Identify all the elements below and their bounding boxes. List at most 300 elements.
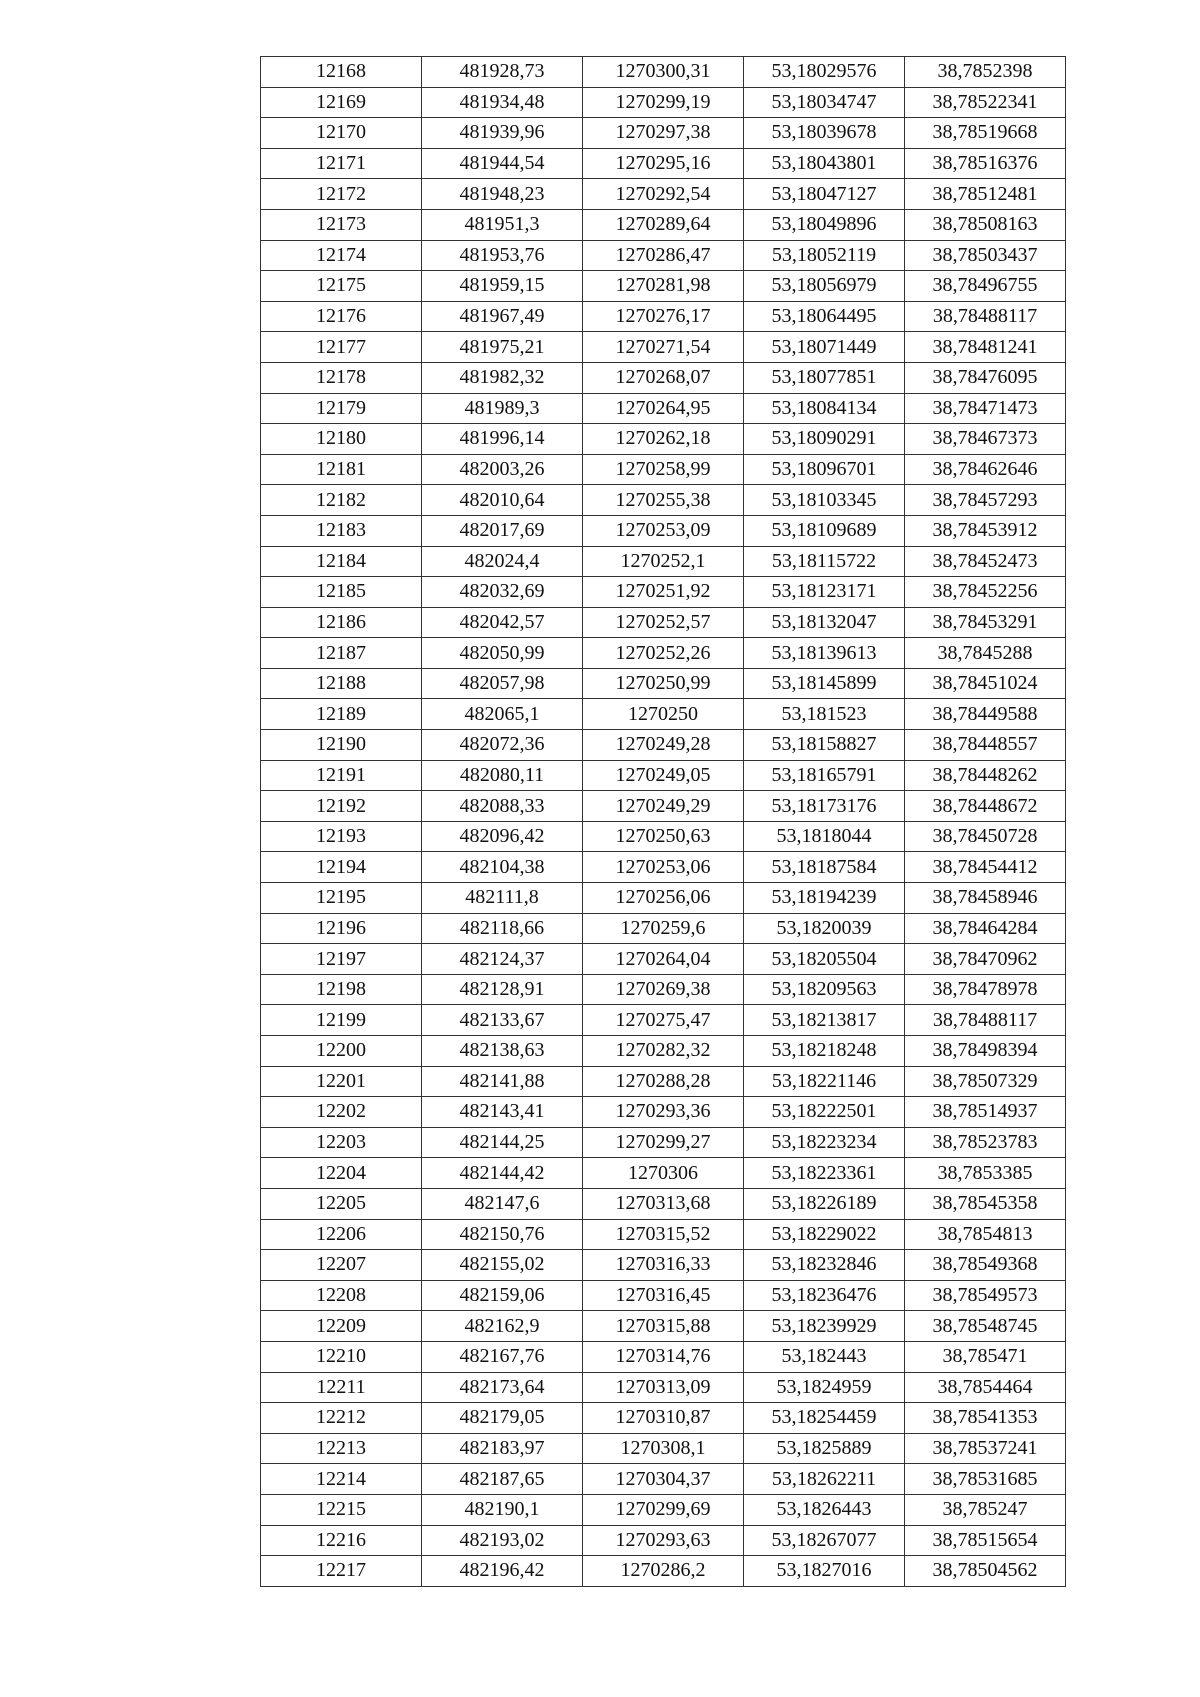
longitude-cell: 38,78504562	[905, 1556, 1066, 1587]
x-coordinate-cell: 482118,66	[422, 913, 583, 944]
y-coordinate-cell: 1270269,38	[583, 974, 744, 1005]
point-number-cell: 12214	[261, 1464, 422, 1495]
table-row	[261, 57, 1066, 88]
longitude-cell: 38,7854813	[905, 1219, 1066, 1250]
table-row	[261, 179, 1066, 210]
point-number-cell: 12213	[261, 1433, 422, 1464]
table-row	[261, 1433, 1066, 1464]
x-coordinate-cell: 482150,76	[422, 1219, 583, 1250]
table-row	[261, 760, 1066, 791]
x-coordinate-cell: 481934,48	[422, 87, 583, 118]
latitude-cell: 53,182443	[744, 1341, 905, 1372]
coordinates-table-body	[261, 57, 1066, 1587]
y-coordinate-cell: 1270300,31	[583, 57, 744, 88]
longitude-cell: 38,78458946	[905, 883, 1066, 914]
y-coordinate-cell: 1270293,36	[583, 1097, 744, 1128]
table-row	[261, 1219, 1066, 1250]
point-number-cell: 12203	[261, 1127, 422, 1158]
y-coordinate-cell: 1270262,18	[583, 424, 744, 455]
x-coordinate-cell: 482072,36	[422, 730, 583, 761]
latitude-cell: 53,18205504	[744, 944, 905, 975]
latitude-cell: 53,181523	[744, 699, 905, 730]
point-number-cell: 12175	[261, 271, 422, 302]
longitude-cell: 38,78470962	[905, 944, 1066, 975]
longitude-cell: 38,78488117	[905, 1005, 1066, 1036]
latitude-cell: 53,18165791	[744, 760, 905, 791]
point-number-cell: 12176	[261, 301, 422, 332]
point-number-cell: 12179	[261, 393, 422, 424]
longitude-cell: 38,78516376	[905, 148, 1066, 179]
x-coordinate-cell: 482179,05	[422, 1403, 583, 1434]
table-row	[261, 546, 1066, 577]
latitude-cell: 53,18267077	[744, 1525, 905, 1556]
x-coordinate-cell: 481996,14	[422, 424, 583, 455]
latitude-cell: 53,18123171	[744, 577, 905, 608]
y-coordinate-cell: 1270299,27	[583, 1127, 744, 1158]
point-number-cell: 12210	[261, 1341, 422, 1372]
latitude-cell: 53,18194239	[744, 883, 905, 914]
x-coordinate-cell: 482080,11	[422, 760, 583, 791]
latitude-cell: 53,18132047	[744, 607, 905, 638]
y-coordinate-cell: 1270304,37	[583, 1464, 744, 1495]
latitude-cell: 53,18222501	[744, 1097, 905, 1128]
y-coordinate-cell: 1270292,54	[583, 179, 744, 210]
table-row	[261, 821, 1066, 852]
x-coordinate-cell: 482133,67	[422, 1005, 583, 1036]
y-coordinate-cell: 1270252,57	[583, 607, 744, 638]
point-number-cell: 12208	[261, 1280, 422, 1311]
longitude-cell: 38,78448262	[905, 760, 1066, 791]
table-row	[261, 1066, 1066, 1097]
table-row	[261, 607, 1066, 638]
table-row	[261, 1127, 1066, 1158]
longitude-cell: 38,78471473	[905, 393, 1066, 424]
table-row	[261, 240, 1066, 271]
x-coordinate-cell: 481959,15	[422, 271, 583, 302]
table-row	[261, 699, 1066, 730]
longitude-cell: 38,78464284	[905, 913, 1066, 944]
latitude-cell: 53,18090291	[744, 424, 905, 455]
point-number-cell: 12196	[261, 913, 422, 944]
latitude-cell: 53,18049896	[744, 209, 905, 240]
latitude-cell: 53,18034747	[744, 87, 905, 118]
latitude-cell: 53,18187584	[744, 852, 905, 883]
point-number-cell: 12178	[261, 362, 422, 393]
point-number-cell: 12186	[261, 607, 422, 638]
point-number-cell: 12170	[261, 118, 422, 149]
y-coordinate-cell: 1270315,88	[583, 1311, 744, 1342]
x-coordinate-cell: 482143,41	[422, 1097, 583, 1128]
y-coordinate-cell: 1270271,54	[583, 332, 744, 363]
longitude-cell: 38,78515654	[905, 1525, 1066, 1556]
longitude-cell: 38,78503437	[905, 240, 1066, 271]
y-coordinate-cell: 1270255,38	[583, 485, 744, 516]
table-row	[261, 454, 1066, 485]
table-row	[261, 1158, 1066, 1189]
latitude-cell: 53,18064495	[744, 301, 905, 332]
latitude-cell: 53,18254459	[744, 1403, 905, 1434]
point-number-cell: 12194	[261, 852, 422, 883]
longitude-cell: 38,78453291	[905, 607, 1066, 638]
table-row	[261, 730, 1066, 761]
y-coordinate-cell: 1270249,05	[583, 760, 744, 791]
longitude-cell: 38,78478978	[905, 974, 1066, 1005]
latitude-cell: 53,18226189	[744, 1188, 905, 1219]
longitude-cell: 38,78467373	[905, 424, 1066, 455]
x-coordinate-cell: 482010,64	[422, 485, 583, 516]
longitude-cell: 38,785471	[905, 1341, 1066, 1372]
x-coordinate-cell: 482124,37	[422, 944, 583, 975]
x-coordinate-cell: 482193,02	[422, 1525, 583, 1556]
latitude-cell: 53,18229022	[744, 1219, 905, 1250]
y-coordinate-cell: 1270288,28	[583, 1066, 744, 1097]
y-coordinate-cell: 1270249,29	[583, 791, 744, 822]
x-coordinate-cell: 481953,76	[422, 240, 583, 271]
point-number-cell: 12182	[261, 485, 422, 516]
point-number-cell: 12201	[261, 1066, 422, 1097]
y-coordinate-cell: 1270250,63	[583, 821, 744, 852]
table-row	[261, 1250, 1066, 1281]
point-number-cell: 12185	[261, 577, 422, 608]
y-coordinate-cell: 1270297,38	[583, 118, 744, 149]
y-coordinate-cell: 1270313,68	[583, 1188, 744, 1219]
y-coordinate-cell: 1270286,47	[583, 240, 744, 271]
y-coordinate-cell: 1270295,16	[583, 148, 744, 179]
latitude-cell: 53,18223361	[744, 1158, 905, 1189]
point-number-cell: 12195	[261, 883, 422, 914]
y-coordinate-cell: 1270259,6	[583, 913, 744, 944]
x-coordinate-cell: 481939,96	[422, 118, 583, 149]
y-coordinate-cell: 1270276,17	[583, 301, 744, 332]
point-number-cell: 12173	[261, 209, 422, 240]
table-row	[261, 424, 1066, 455]
x-coordinate-cell: 481967,49	[422, 301, 583, 332]
table-row	[261, 1341, 1066, 1372]
point-number-cell: 12190	[261, 730, 422, 761]
y-coordinate-cell: 1270306	[583, 1158, 744, 1189]
x-coordinate-cell: 482187,65	[422, 1464, 583, 1495]
table-row	[261, 668, 1066, 699]
x-coordinate-cell: 481989,3	[422, 393, 583, 424]
x-coordinate-cell: 482196,42	[422, 1556, 583, 1587]
latitude-cell: 53,1827016	[744, 1556, 905, 1587]
latitude-cell: 53,1818044	[744, 821, 905, 852]
point-number-cell: 12169	[261, 87, 422, 118]
point-number-cell: 12209	[261, 1311, 422, 1342]
y-coordinate-cell: 1270316,33	[583, 1250, 744, 1281]
x-coordinate-cell: 482183,97	[422, 1433, 583, 1464]
table-row	[261, 1372, 1066, 1403]
point-number-cell: 12193	[261, 821, 422, 852]
x-coordinate-cell: 482159,06	[422, 1280, 583, 1311]
x-coordinate-cell: 482017,69	[422, 515, 583, 546]
x-coordinate-cell: 482128,91	[422, 974, 583, 1005]
table-row	[261, 1280, 1066, 1311]
point-number-cell: 12168	[261, 57, 422, 88]
longitude-cell: 38,78549368	[905, 1250, 1066, 1281]
point-number-cell: 12212	[261, 1403, 422, 1434]
point-number-cell: 12200	[261, 1036, 422, 1067]
x-coordinate-cell: 481982,32	[422, 362, 583, 393]
point-number-cell: 12216	[261, 1525, 422, 1556]
y-coordinate-cell: 1270286,2	[583, 1556, 744, 1587]
longitude-cell: 38,78452473	[905, 546, 1066, 577]
point-number-cell: 12211	[261, 1372, 422, 1403]
latitude-cell: 53,18096701	[744, 454, 905, 485]
y-coordinate-cell: 1270252,1	[583, 546, 744, 577]
point-number-cell: 12188	[261, 668, 422, 699]
y-coordinate-cell: 1270315,52	[583, 1219, 744, 1250]
latitude-cell: 53,18218248	[744, 1036, 905, 1067]
point-number-cell: 12187	[261, 638, 422, 669]
longitude-cell: 38,78453912	[905, 515, 1066, 546]
longitude-cell: 38,78448557	[905, 730, 1066, 761]
latitude-cell: 53,18223234	[744, 1127, 905, 1158]
longitude-cell: 38,78462646	[905, 454, 1066, 485]
table-row	[261, 1188, 1066, 1219]
point-number-cell: 12191	[261, 760, 422, 791]
x-coordinate-cell: 481975,21	[422, 332, 583, 363]
latitude-cell: 53,1824959	[744, 1372, 905, 1403]
longitude-cell: 38,78452256	[905, 577, 1066, 608]
longitude-cell: 38,78449588	[905, 699, 1066, 730]
longitude-cell: 38,78531685	[905, 1464, 1066, 1495]
latitude-cell: 53,18077851	[744, 362, 905, 393]
table-row	[261, 515, 1066, 546]
x-coordinate-cell: 482050,99	[422, 638, 583, 669]
point-number-cell: 12181	[261, 454, 422, 485]
latitude-cell: 53,1820039	[744, 913, 905, 944]
x-coordinate-cell: 482042,57	[422, 607, 583, 638]
longitude-cell: 38,78457293	[905, 485, 1066, 516]
latitude-cell: 53,18221146	[744, 1066, 905, 1097]
table-row	[261, 944, 1066, 975]
x-coordinate-cell: 482096,42	[422, 821, 583, 852]
point-number-cell: 12183	[261, 515, 422, 546]
longitude-cell: 38,78450728	[905, 821, 1066, 852]
y-coordinate-cell: 1270299,19	[583, 87, 744, 118]
x-coordinate-cell: 482024,4	[422, 546, 583, 577]
x-coordinate-cell: 482088,33	[422, 791, 583, 822]
x-coordinate-cell: 481951,3	[422, 209, 583, 240]
point-number-cell: 12171	[261, 148, 422, 179]
x-coordinate-cell: 482144,42	[422, 1158, 583, 1189]
point-number-cell: 12177	[261, 332, 422, 363]
y-coordinate-cell: 1270250	[583, 699, 744, 730]
table-row	[261, 577, 1066, 608]
table-row	[261, 974, 1066, 1005]
table-row	[261, 209, 1066, 240]
latitude-cell: 53,18209563	[744, 974, 905, 1005]
longitude-cell: 38,78507329	[905, 1066, 1066, 1097]
latitude-cell: 53,18084134	[744, 393, 905, 424]
longitude-cell: 38,7853385	[905, 1158, 1066, 1189]
y-coordinate-cell: 1270293,63	[583, 1525, 744, 1556]
table-row	[261, 1097, 1066, 1128]
table-row	[261, 87, 1066, 118]
y-coordinate-cell: 1270251,92	[583, 577, 744, 608]
y-coordinate-cell: 1270310,87	[583, 1403, 744, 1434]
latitude-cell: 53,18236476	[744, 1280, 905, 1311]
table-row	[261, 791, 1066, 822]
x-coordinate-cell: 482138,63	[422, 1036, 583, 1067]
y-coordinate-cell: 1270308,1	[583, 1433, 744, 1464]
table-row	[261, 1036, 1066, 1067]
longitude-cell: 38,785247	[905, 1494, 1066, 1525]
latitude-cell: 53,18232846	[744, 1250, 905, 1281]
longitude-cell: 38,78514937	[905, 1097, 1066, 1128]
longitude-cell: 38,78537241	[905, 1433, 1066, 1464]
longitude-cell: 38,78448672	[905, 791, 1066, 822]
table-row	[261, 852, 1066, 883]
latitude-cell: 53,18139613	[744, 638, 905, 669]
point-number-cell: 12197	[261, 944, 422, 975]
point-number-cell: 12180	[261, 424, 422, 455]
longitude-cell: 38,78451024	[905, 668, 1066, 699]
longitude-cell: 38,7845288	[905, 638, 1066, 669]
longitude-cell: 38,78549573	[905, 1280, 1066, 1311]
table-row	[261, 1556, 1066, 1587]
y-coordinate-cell: 1270258,99	[583, 454, 744, 485]
longitude-cell: 38,7852398	[905, 57, 1066, 88]
x-coordinate-cell: 481944,54	[422, 148, 583, 179]
latitude-cell: 53,18173176	[744, 791, 905, 822]
point-number-cell: 12184	[261, 546, 422, 577]
table-row	[261, 362, 1066, 393]
point-number-cell: 12217	[261, 1556, 422, 1587]
table-row	[261, 393, 1066, 424]
x-coordinate-cell: 481948,23	[422, 179, 583, 210]
x-coordinate-cell: 482147,6	[422, 1188, 583, 1219]
coordinates-table	[260, 56, 1066, 1587]
longitude-cell: 38,78545358	[905, 1188, 1066, 1219]
x-coordinate-cell: 482065,1	[422, 699, 583, 730]
x-coordinate-cell: 482162,9	[422, 1311, 583, 1342]
x-coordinate-cell: 482190,1	[422, 1494, 583, 1525]
point-number-cell: 12206	[261, 1219, 422, 1250]
table-row	[261, 1464, 1066, 1495]
longitude-cell: 38,78454412	[905, 852, 1066, 883]
table-row	[261, 913, 1066, 944]
point-number-cell: 12199	[261, 1005, 422, 1036]
x-coordinate-cell: 482141,88	[422, 1066, 583, 1097]
y-coordinate-cell: 1270316,45	[583, 1280, 744, 1311]
x-coordinate-cell: 482003,26	[422, 454, 583, 485]
point-number-cell: 12202	[261, 1097, 422, 1128]
table-row	[261, 332, 1066, 363]
latitude-cell: 53,18039678	[744, 118, 905, 149]
latitude-cell: 53,18029576	[744, 57, 905, 88]
y-coordinate-cell: 1270314,76	[583, 1341, 744, 1372]
latitude-cell: 53,18071449	[744, 332, 905, 363]
y-coordinate-cell: 1270250,99	[583, 668, 744, 699]
y-coordinate-cell: 1270264,95	[583, 393, 744, 424]
x-coordinate-cell: 482057,98	[422, 668, 583, 699]
latitude-cell: 53,1826443	[744, 1494, 905, 1525]
latitude-cell: 53,18056979	[744, 271, 905, 302]
longitude-cell: 38,78523783	[905, 1127, 1066, 1158]
latitude-cell: 53,18047127	[744, 179, 905, 210]
x-coordinate-cell: 482111,8	[422, 883, 583, 914]
latitude-cell: 53,18262211	[744, 1464, 905, 1495]
latitude-cell: 53,18043801	[744, 148, 905, 179]
y-coordinate-cell: 1270281,98	[583, 271, 744, 302]
table-row	[261, 1525, 1066, 1556]
y-coordinate-cell: 1270289,64	[583, 209, 744, 240]
latitude-cell: 53,18103345	[744, 485, 905, 516]
latitude-cell: 53,18052119	[744, 240, 905, 271]
longitude-cell: 38,78488117	[905, 301, 1066, 332]
x-coordinate-cell: 482173,64	[422, 1372, 583, 1403]
table-row	[261, 638, 1066, 669]
y-coordinate-cell: 1270275,47	[583, 1005, 744, 1036]
table-row	[261, 1311, 1066, 1342]
longitude-cell: 38,78519668	[905, 118, 1066, 149]
y-coordinate-cell: 1270268,07	[583, 362, 744, 393]
latitude-cell: 53,18115722	[744, 546, 905, 577]
point-number-cell: 12215	[261, 1494, 422, 1525]
table-row	[261, 271, 1066, 302]
y-coordinate-cell: 1270249,28	[583, 730, 744, 761]
point-number-cell: 12205	[261, 1188, 422, 1219]
longitude-cell: 38,78512481	[905, 179, 1066, 210]
table-row	[261, 485, 1066, 516]
table-row	[261, 301, 1066, 332]
point-number-cell: 12174	[261, 240, 422, 271]
y-coordinate-cell: 1270282,32	[583, 1036, 744, 1067]
x-coordinate-cell: 482032,69	[422, 577, 583, 608]
point-number-cell: 12189	[261, 699, 422, 730]
longitude-cell: 38,78498394	[905, 1036, 1066, 1067]
y-coordinate-cell: 1270299,69	[583, 1494, 744, 1525]
latitude-cell: 53,18239929	[744, 1311, 905, 1342]
point-number-cell: 12198	[261, 974, 422, 1005]
latitude-cell: 53,18213817	[744, 1005, 905, 1036]
point-number-cell: 12204	[261, 1158, 422, 1189]
table-row	[261, 118, 1066, 149]
longitude-cell: 38,78481241	[905, 332, 1066, 363]
longitude-cell: 38,78496755	[905, 271, 1066, 302]
longitude-cell: 38,78508163	[905, 209, 1066, 240]
y-coordinate-cell: 1270253,09	[583, 515, 744, 546]
y-coordinate-cell: 1270256,06	[583, 883, 744, 914]
point-number-cell: 12172	[261, 179, 422, 210]
y-coordinate-cell: 1270264,04	[583, 944, 744, 975]
longitude-cell: 38,78541353	[905, 1403, 1066, 1434]
longitude-cell: 38,78522341	[905, 87, 1066, 118]
y-coordinate-cell: 1270253,06	[583, 852, 744, 883]
latitude-cell: 53,18158827	[744, 730, 905, 761]
table-row	[261, 1403, 1066, 1434]
x-coordinate-cell: 481928,73	[422, 57, 583, 88]
x-coordinate-cell: 482144,25	[422, 1127, 583, 1158]
longitude-cell: 38,7854464	[905, 1372, 1066, 1403]
longitude-cell: 38,78548745	[905, 1311, 1066, 1342]
x-coordinate-cell: 482167,76	[422, 1341, 583, 1372]
point-number-cell: 12192	[261, 791, 422, 822]
point-number-cell: 12207	[261, 1250, 422, 1281]
x-coordinate-cell: 482155,02	[422, 1250, 583, 1281]
latitude-cell: 53,18145899	[744, 668, 905, 699]
table-row	[261, 148, 1066, 179]
latitude-cell: 53,1825889	[744, 1433, 905, 1464]
table-row	[261, 1005, 1066, 1036]
y-coordinate-cell: 1270252,26	[583, 638, 744, 669]
table-row	[261, 1494, 1066, 1525]
latitude-cell: 53,18109689	[744, 515, 905, 546]
longitude-cell: 38,78476095	[905, 362, 1066, 393]
x-coordinate-cell: 482104,38	[422, 852, 583, 883]
